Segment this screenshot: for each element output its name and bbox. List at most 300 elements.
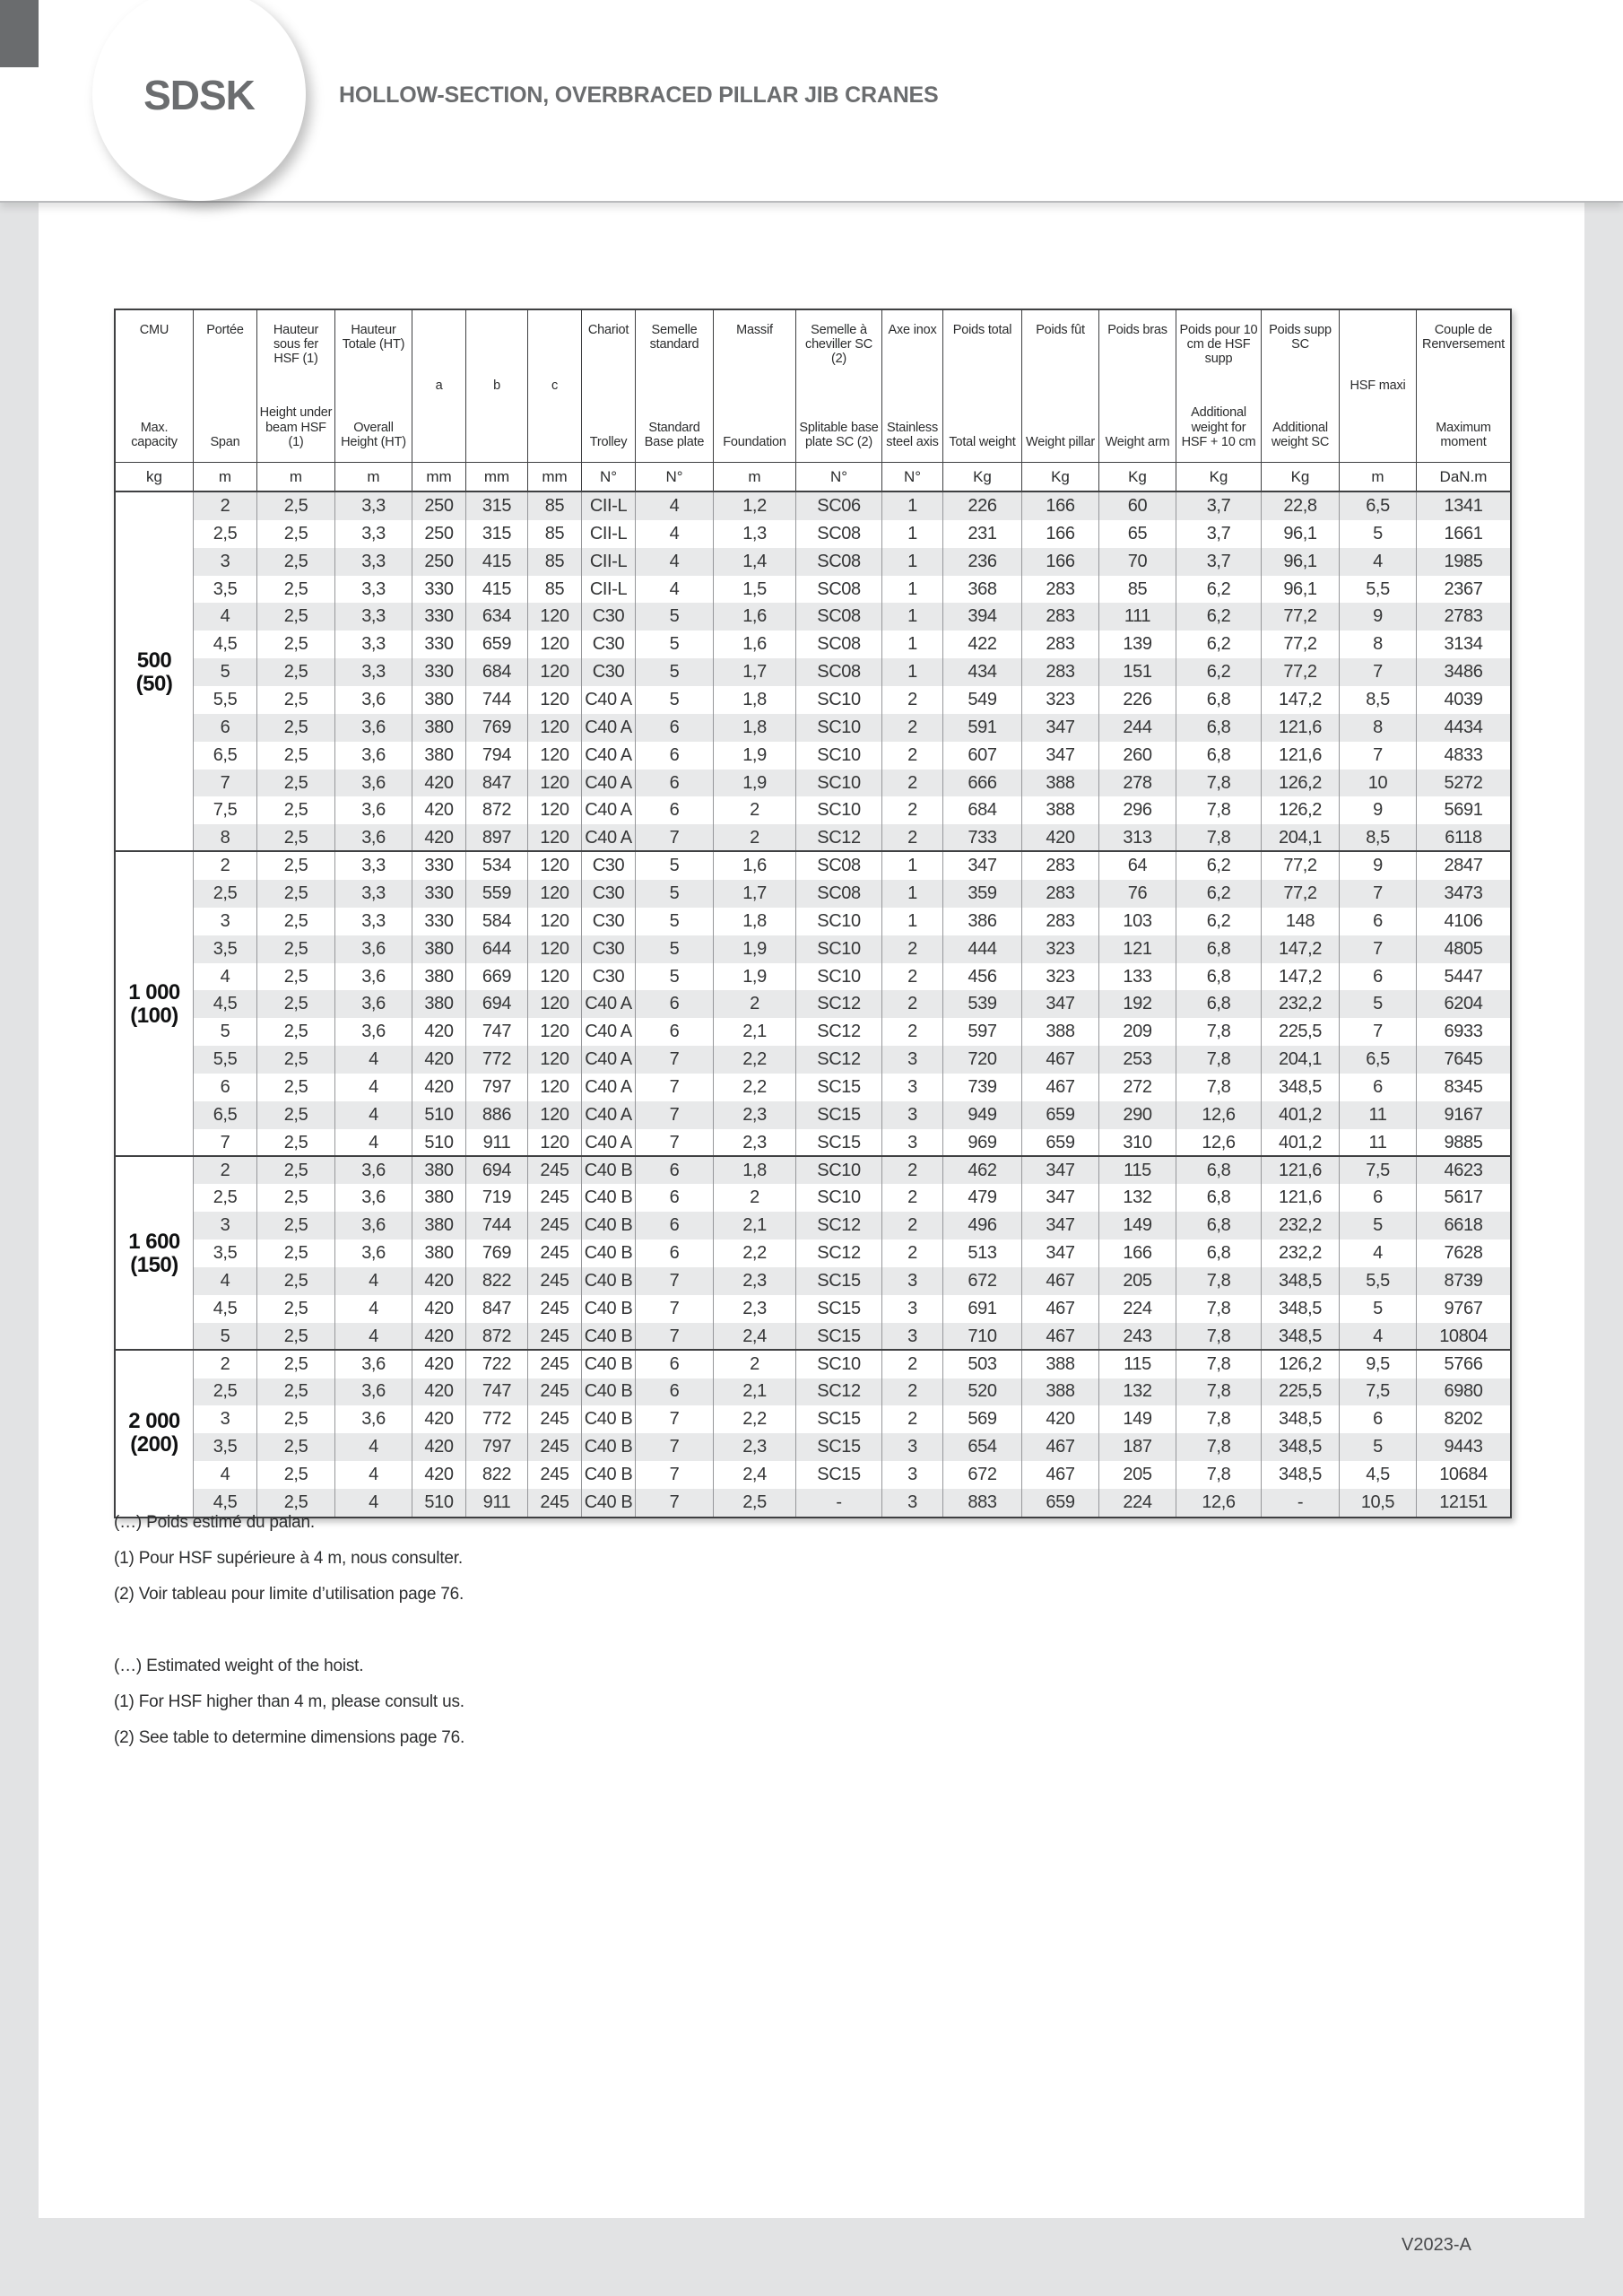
table-cell: 772 bbox=[466, 1405, 528, 1433]
table-cell: 2 bbox=[882, 935, 943, 963]
corner-accent bbox=[0, 0, 39, 67]
table-cell: 2 bbox=[882, 1378, 943, 1406]
table-cell: 769 bbox=[466, 714, 528, 742]
table-cell: 2 bbox=[882, 963, 943, 991]
table-cell: 5,5 bbox=[1340, 1267, 1417, 1295]
table-cell: 1,9 bbox=[714, 770, 796, 797]
table-cell: 1985 bbox=[1444, 551, 1483, 571]
table-cell: 3,6 bbox=[335, 1184, 412, 1212]
table-cell: C40 A bbox=[582, 714, 636, 742]
unit-cell: mm bbox=[412, 463, 466, 491]
table-cell: 672 bbox=[943, 1461, 1022, 1489]
table-cell: 6,8 bbox=[1176, 1184, 1262, 1212]
table-cell: C40 A bbox=[582, 770, 636, 797]
table-cell: 3,3 bbox=[335, 520, 412, 548]
table-cell: 121 bbox=[1099, 935, 1176, 963]
table-cell: 6 bbox=[1340, 908, 1417, 935]
table-cell: 4 bbox=[335, 1461, 412, 1489]
table-cell: 420 bbox=[412, 1046, 466, 1074]
table-cell: SC06 bbox=[796, 492, 882, 520]
table-cell: 2 bbox=[714, 824, 796, 852]
table-cell: SC10 bbox=[796, 1184, 882, 1212]
table-cell: 510 bbox=[412, 1129, 466, 1157]
table-cell: 323 bbox=[1022, 686, 1099, 714]
table-cell: 3 bbox=[882, 1433, 943, 1461]
table-cell: 3,6 bbox=[335, 686, 412, 714]
table-cell: 3,3 bbox=[335, 880, 412, 908]
table-cell: C40 A bbox=[582, 1074, 636, 1101]
table-cell: C30 bbox=[582, 963, 636, 991]
table-cell: 4 bbox=[335, 1323, 412, 1351]
table-cell: 886 bbox=[466, 1101, 528, 1129]
table-cell: 166 bbox=[1022, 520, 1099, 548]
table-cell: 4805 bbox=[1444, 938, 1483, 959]
table-cell: 3,7 bbox=[1176, 548, 1262, 576]
column-label-fr: c bbox=[551, 378, 559, 394]
table-cell: 2,5 bbox=[257, 1433, 335, 1461]
table-cell: 77,2 bbox=[1262, 603, 1340, 631]
table-cell: 5,5 bbox=[194, 686, 257, 714]
table-cell: 8345 bbox=[1444, 1076, 1483, 1097]
table-cell: 3,3 bbox=[335, 908, 412, 935]
table-cell: 420 bbox=[412, 1018, 466, 1046]
column-label-fr: Couple de Renversement bbox=[1422, 323, 1505, 352]
header-band bbox=[0, 0, 1623, 203]
table-cell: 694 bbox=[466, 990, 528, 1018]
table-cell: 6,2 bbox=[1176, 576, 1262, 604]
table-cell: 3 bbox=[194, 1405, 257, 1433]
table-cell: 3 bbox=[882, 1489, 943, 1517]
table-cell: 2,5 bbox=[257, 852, 335, 880]
table-cell: 204,1 bbox=[1262, 1046, 1340, 1074]
unit-cell: N° bbox=[796, 463, 882, 491]
table-cell: 6 bbox=[636, 1378, 714, 1406]
table-cell: 2 bbox=[882, 1184, 943, 1212]
table-cell: 584 bbox=[466, 908, 528, 935]
table-cell: 2,2 bbox=[714, 1405, 796, 1433]
table-cell: 70 bbox=[1099, 548, 1176, 576]
table-cell: 4 bbox=[636, 576, 714, 604]
table-cell: SC15 bbox=[796, 1295, 882, 1323]
table-cell: 5 bbox=[1340, 520, 1417, 548]
table-cell: 5 bbox=[636, 935, 714, 963]
table-cell: 6 bbox=[1340, 1074, 1417, 1101]
table-cell: 6 bbox=[636, 1351, 714, 1378]
table-cell: 5 bbox=[636, 658, 714, 686]
table-cell: 6,8 bbox=[1176, 714, 1262, 742]
table-cell: 2,4 bbox=[714, 1323, 796, 1351]
table-cell: 5766 bbox=[1444, 1353, 1483, 1374]
table-cell: 76 bbox=[1099, 880, 1176, 908]
table-cell: 4 bbox=[335, 1489, 412, 1517]
table-row bbox=[194, 686, 1510, 714]
table-cell: C40 A bbox=[582, 1101, 636, 1129]
table-cell: 348,5 bbox=[1262, 1405, 1340, 1433]
table-cell: 719 bbox=[466, 1184, 528, 1212]
table-cell: 2,5 bbox=[257, 770, 335, 797]
column-header bbox=[194, 310, 257, 462]
table-cell: 245 bbox=[528, 1323, 582, 1351]
table-cell: 310 bbox=[1099, 1129, 1176, 1157]
table-cell: 2,5 bbox=[257, 1323, 335, 1351]
table-cell: 1,6 bbox=[714, 603, 796, 631]
table-cell: 10 bbox=[1340, 770, 1417, 797]
table-cell: 22,8 bbox=[1262, 492, 1340, 520]
column-header bbox=[582, 310, 636, 462]
table-cell: 1,9 bbox=[714, 742, 796, 770]
table-row bbox=[194, 1433, 1510, 1461]
table-cell: 6,5 bbox=[1340, 492, 1417, 520]
capacity-sub: (200) bbox=[130, 1432, 178, 1457]
table-cell: 77,2 bbox=[1262, 880, 1340, 908]
table-cell: 244 bbox=[1099, 714, 1176, 742]
table-cell: 11 bbox=[1340, 1129, 1417, 1157]
capacity-label bbox=[116, 492, 194, 852]
table-cell: 85 bbox=[528, 492, 582, 520]
table-cell: 3473 bbox=[1444, 883, 1483, 903]
table-cell: 290 bbox=[1099, 1101, 1176, 1129]
table-cell: SC12 bbox=[796, 824, 882, 852]
table-cell: 7,8 bbox=[1176, 1378, 1262, 1406]
table-cell: 205 bbox=[1099, 1461, 1176, 1489]
table-cell: 1 bbox=[882, 908, 943, 935]
table-cell: 245 bbox=[528, 1461, 582, 1489]
table-cell: C40 B bbox=[582, 1323, 636, 1351]
table-row bbox=[194, 548, 1510, 576]
footnote-line-en: (1) For HSF higher than 4 m, please consult us. bbox=[114, 1692, 464, 1711]
unit-cell: mm bbox=[466, 463, 528, 491]
table-cell: SC10 bbox=[796, 770, 882, 797]
table-cell: 245 bbox=[528, 1184, 582, 1212]
table-cell: 420 bbox=[412, 1295, 466, 1323]
table-cell: 4 bbox=[335, 1433, 412, 1461]
table-cell: C40 B bbox=[582, 1489, 636, 1517]
table-cell: 12151 bbox=[1439, 1492, 1488, 1512]
table-cell: 7,8 bbox=[1176, 796, 1262, 824]
table-cell: 2,5 bbox=[257, 1157, 335, 1185]
table-cell: 2,5 bbox=[257, 548, 335, 576]
table-cell: 8 bbox=[194, 824, 257, 852]
table-cell: 115 bbox=[1099, 1351, 1176, 1378]
table-cell: 347 bbox=[1022, 1239, 1099, 1267]
table-cell: 659 bbox=[1022, 1129, 1099, 1157]
column-label-fr: a bbox=[435, 378, 443, 394]
table-cell: 2,5 bbox=[257, 1101, 335, 1129]
column-label-fr: Hauteur Totale (HT) bbox=[342, 323, 405, 352]
table-cell: 4 bbox=[1340, 1323, 1417, 1351]
table-cell: 120 bbox=[528, 631, 582, 658]
table-cell: 456 bbox=[943, 963, 1022, 991]
table-cell: 5 bbox=[194, 1323, 257, 1351]
table-cell: 4039 bbox=[1444, 689, 1483, 709]
table-cell: 120 bbox=[528, 686, 582, 714]
table-cell: 467 bbox=[1022, 1046, 1099, 1074]
column-label-fr: b bbox=[493, 378, 500, 394]
table-cell: 132 bbox=[1099, 1378, 1176, 1406]
unit-cell: m bbox=[1340, 463, 1417, 491]
table-cell: 2,3 bbox=[714, 1129, 796, 1157]
table-cell: 283 bbox=[1022, 658, 1099, 686]
table-cell: 348,5 bbox=[1262, 1461, 1340, 1489]
table-cell: 7 bbox=[636, 1489, 714, 1517]
table-row bbox=[194, 908, 1510, 935]
table-cell: 120 bbox=[528, 1129, 582, 1157]
table-cell: 4 bbox=[335, 1074, 412, 1101]
table-cell: 5 bbox=[194, 1018, 257, 1046]
table-cell: 3,7 bbox=[1176, 492, 1262, 520]
table-cell: 2,5 bbox=[194, 1184, 257, 1212]
table-cell: 772 bbox=[466, 1046, 528, 1074]
table-cell: 166 bbox=[1099, 1239, 1176, 1267]
table-cell: 147,2 bbox=[1262, 963, 1340, 991]
table-cell: 4,5 bbox=[194, 1295, 257, 1323]
table-cell: C40 B bbox=[582, 1378, 636, 1406]
table-cell: C30 bbox=[582, 880, 636, 908]
table-cell: SC12 bbox=[796, 1378, 882, 1406]
capacity-value: 2 000 bbox=[128, 1409, 180, 1434]
table-cell: 5 bbox=[636, 963, 714, 991]
table-cell: 4,5 bbox=[194, 631, 257, 658]
table-cell: 503 bbox=[943, 1351, 1022, 1378]
table-cell: 401,2 bbox=[1262, 1129, 1340, 1157]
table-cell: 380 bbox=[412, 1184, 466, 1212]
column-label-en: Stainless steel axis bbox=[886, 420, 939, 449]
table-cell: 6,8 bbox=[1176, 963, 1262, 991]
table-cell: 3,6 bbox=[335, 824, 412, 852]
table-cell: 2 bbox=[882, 1405, 943, 1433]
table-cell: 2783 bbox=[1444, 606, 1483, 627]
table-cell: 6 bbox=[636, 1212, 714, 1239]
table-cell: 3 bbox=[194, 1212, 257, 1239]
unit-cell: m bbox=[714, 463, 796, 491]
capacity-group bbox=[116, 492, 1510, 852]
unit-cell: N° bbox=[882, 463, 943, 491]
table-cell: 7,8 bbox=[1176, 1267, 1262, 1295]
table-cell: 5 bbox=[194, 658, 257, 686]
table-cell: 6,2 bbox=[1176, 603, 1262, 631]
table-cell: 2,1 bbox=[714, 1212, 796, 1239]
table-cell: 6,8 bbox=[1176, 686, 1262, 714]
table-cell: C40 B bbox=[582, 1295, 636, 1323]
table-cell: C30 bbox=[582, 603, 636, 631]
table-cell: SC12 bbox=[796, 990, 882, 1018]
column-label-en: Additional weight for HSF + 10 cm bbox=[1181, 405, 1256, 449]
table-cell: 386 bbox=[943, 908, 1022, 935]
table-cell: 420 bbox=[412, 1378, 466, 1406]
column-header bbox=[257, 310, 335, 462]
column-label-fr: Semelle à cheviller SC (2) bbox=[805, 323, 872, 367]
table-cell: 3,6 bbox=[335, 714, 412, 742]
table-cell: 6 bbox=[636, 770, 714, 797]
column-header bbox=[714, 310, 796, 462]
table-cell: 2,5 bbox=[257, 1489, 335, 1517]
column-label-fr: Poids total bbox=[952, 323, 1012, 337]
table-cell: 534 bbox=[466, 852, 528, 880]
table-cell: 225,5 bbox=[1262, 1378, 1340, 1406]
table-cell: 4 bbox=[636, 492, 714, 520]
table-cell: 5272 bbox=[1444, 772, 1483, 793]
table-cell: 4,5 bbox=[194, 990, 257, 1018]
column-label-fr: Poids supp SC bbox=[1269, 323, 1332, 352]
table-cell: 691 bbox=[943, 1295, 1022, 1323]
unit-cell: Kg bbox=[1262, 463, 1340, 491]
table-cell: 120 bbox=[528, 824, 582, 852]
table-cell: 245 bbox=[528, 1489, 582, 1517]
table-cell: 232,2 bbox=[1262, 1239, 1340, 1267]
table-cell: 77,2 bbox=[1262, 658, 1340, 686]
table-cell: 4 bbox=[636, 520, 714, 548]
table-cell: 10804 bbox=[1439, 1326, 1488, 1346]
table-cell: 1 bbox=[882, 576, 943, 604]
table-cell: 6,2 bbox=[1176, 658, 1262, 686]
table-cell: 120 bbox=[528, 658, 582, 686]
table-units-row bbox=[116, 463, 1510, 492]
table-row bbox=[194, 935, 1510, 963]
table-cell: 121,6 bbox=[1262, 1184, 1340, 1212]
table-cell: 420 bbox=[412, 1074, 466, 1101]
table-cell: 1661 bbox=[1444, 523, 1483, 544]
version-label: V2023-A bbox=[1402, 2235, 1471, 2255]
table-row bbox=[194, 1323, 1510, 1351]
table-cell: 3,6 bbox=[335, 1239, 412, 1267]
table-cell: 2,2 bbox=[714, 1074, 796, 1101]
table-cell: 1,8 bbox=[714, 714, 796, 742]
unit-cell: DaN.m bbox=[1439, 467, 1488, 485]
table-cell: 7 bbox=[1340, 935, 1417, 963]
table-cell: 388 bbox=[1022, 1018, 1099, 1046]
table-cell: 659 bbox=[466, 631, 528, 658]
table-cell: 250 bbox=[412, 548, 466, 576]
table-cell: SC15 bbox=[796, 1074, 882, 1101]
table-cell: C40 B bbox=[582, 1212, 636, 1239]
table-cell: 420 bbox=[412, 1433, 466, 1461]
table-cell: 348,5 bbox=[1262, 1074, 1340, 1101]
table-cell: 2 bbox=[882, 1351, 943, 1378]
table-cell: 434 bbox=[943, 658, 1022, 686]
table-row bbox=[194, 963, 1510, 991]
table-cell: 245 bbox=[528, 1405, 582, 1433]
table-cell: 9885 bbox=[1444, 1132, 1483, 1152]
table-cell: C40 B bbox=[582, 1461, 636, 1489]
table-cell: 9 bbox=[1340, 852, 1417, 880]
table-cell: 205 bbox=[1099, 1267, 1176, 1295]
table-cell: 3,6 bbox=[335, 935, 412, 963]
table-row bbox=[194, 520, 1510, 548]
table-cell: 3 bbox=[194, 548, 257, 576]
column-label-fr: Poids bras bbox=[1107, 323, 1167, 337]
table-cell: 330 bbox=[412, 852, 466, 880]
table-cell: 347 bbox=[1022, 1184, 1099, 1212]
capacity-sub: (100) bbox=[130, 1003, 178, 1028]
table-cell: 847 bbox=[466, 1295, 528, 1323]
footnote-line-fr: (…) Poids estimé du palan. bbox=[114, 1513, 315, 1532]
table-cell: 6,8 bbox=[1176, 1239, 1262, 1267]
table-cell: 883 bbox=[943, 1489, 1022, 1517]
table-cell: 2,5 bbox=[257, 1074, 335, 1101]
table-cell: 2,3 bbox=[714, 1267, 796, 1295]
table-cell: 797 bbox=[466, 1433, 528, 1461]
table-cell: 6 bbox=[1340, 1405, 1417, 1433]
table-cell: 644 bbox=[466, 935, 528, 963]
table-cell: 1 bbox=[882, 520, 943, 548]
table-cell: 388 bbox=[1022, 1351, 1099, 1378]
table-cell: 3 bbox=[882, 1046, 943, 1074]
table-cell: 2 bbox=[882, 1212, 943, 1239]
table-cell: 347 bbox=[1022, 990, 1099, 1018]
table-cell: 96,1 bbox=[1262, 576, 1340, 604]
table-cell: 6 bbox=[636, 1157, 714, 1185]
table-cell: 420 bbox=[412, 796, 466, 824]
column-label-en: Height under beam HSF (1) bbox=[259, 405, 333, 449]
table-cell: 3,6 bbox=[335, 963, 412, 991]
table-cell: 347 bbox=[1022, 1157, 1099, 1185]
table-cell: 591 bbox=[943, 714, 1022, 742]
crane-spec-table bbox=[114, 309, 1512, 1518]
table-cell: 6,5 bbox=[194, 742, 257, 770]
table-cell: 1,6 bbox=[714, 631, 796, 658]
table-cell: 3486 bbox=[1444, 662, 1483, 683]
column-label-en: Max. capacity bbox=[131, 420, 178, 449]
table-cell: 121,6 bbox=[1262, 742, 1340, 770]
table-cell: 250 bbox=[412, 520, 466, 548]
table-cell: 2 bbox=[882, 742, 943, 770]
table-cell: 7 bbox=[636, 1074, 714, 1101]
table-cell: 6 bbox=[194, 714, 257, 742]
table-cell: 330 bbox=[412, 631, 466, 658]
table-cell: C40 A bbox=[582, 990, 636, 1018]
table-cell: SC10 bbox=[796, 1157, 882, 1185]
table-cell: 347 bbox=[1022, 742, 1099, 770]
table-cell: C40 A bbox=[582, 796, 636, 824]
table-cell: 666 bbox=[943, 770, 1022, 797]
table-cell: 733 bbox=[943, 824, 1022, 852]
table-cell: 467 bbox=[1022, 1323, 1099, 1351]
table-cell: 4 bbox=[194, 963, 257, 991]
table-cell: 7,5 bbox=[1340, 1157, 1417, 1185]
table-cell: 462 bbox=[943, 1157, 1022, 1185]
table-cell: 415 bbox=[466, 576, 528, 604]
unit-cell: Kg bbox=[943, 463, 1022, 491]
table-row bbox=[194, 824, 1510, 852]
table-cell: 467 bbox=[1022, 1074, 1099, 1101]
table-row bbox=[194, 714, 1510, 742]
table-cell: 120 bbox=[528, 742, 582, 770]
table-cell: SC08 bbox=[796, 852, 882, 880]
brand-logo: SDSK bbox=[143, 72, 255, 118]
table-cell: 313 bbox=[1099, 824, 1176, 852]
table-cell: C40 A bbox=[582, 824, 636, 852]
table-cell: 847 bbox=[466, 770, 528, 797]
table-cell: 7 bbox=[1340, 658, 1417, 686]
content-sheet bbox=[39, 203, 1584, 2218]
table-cell: 9167 bbox=[1444, 1104, 1483, 1125]
table-cell: 597 bbox=[943, 1018, 1022, 1046]
table-cell: 3,6 bbox=[335, 990, 412, 1018]
table-cell: 420 bbox=[412, 1267, 466, 1295]
table-cell: 121,6 bbox=[1262, 1157, 1340, 1185]
table-cell: 380 bbox=[412, 1239, 466, 1267]
table-row bbox=[194, 852, 1510, 880]
table-cell: 85 bbox=[528, 548, 582, 576]
table-cell: 380 bbox=[412, 990, 466, 1018]
table-cell: 64 bbox=[1099, 852, 1176, 880]
table-cell: 60 bbox=[1099, 492, 1176, 520]
table-cell: 85 bbox=[1099, 576, 1176, 604]
table-cell: 4 bbox=[335, 1129, 412, 1157]
table-cell: - bbox=[1262, 1489, 1340, 1517]
table-row bbox=[194, 796, 1510, 824]
table-cell: 2,3 bbox=[714, 1433, 796, 1461]
